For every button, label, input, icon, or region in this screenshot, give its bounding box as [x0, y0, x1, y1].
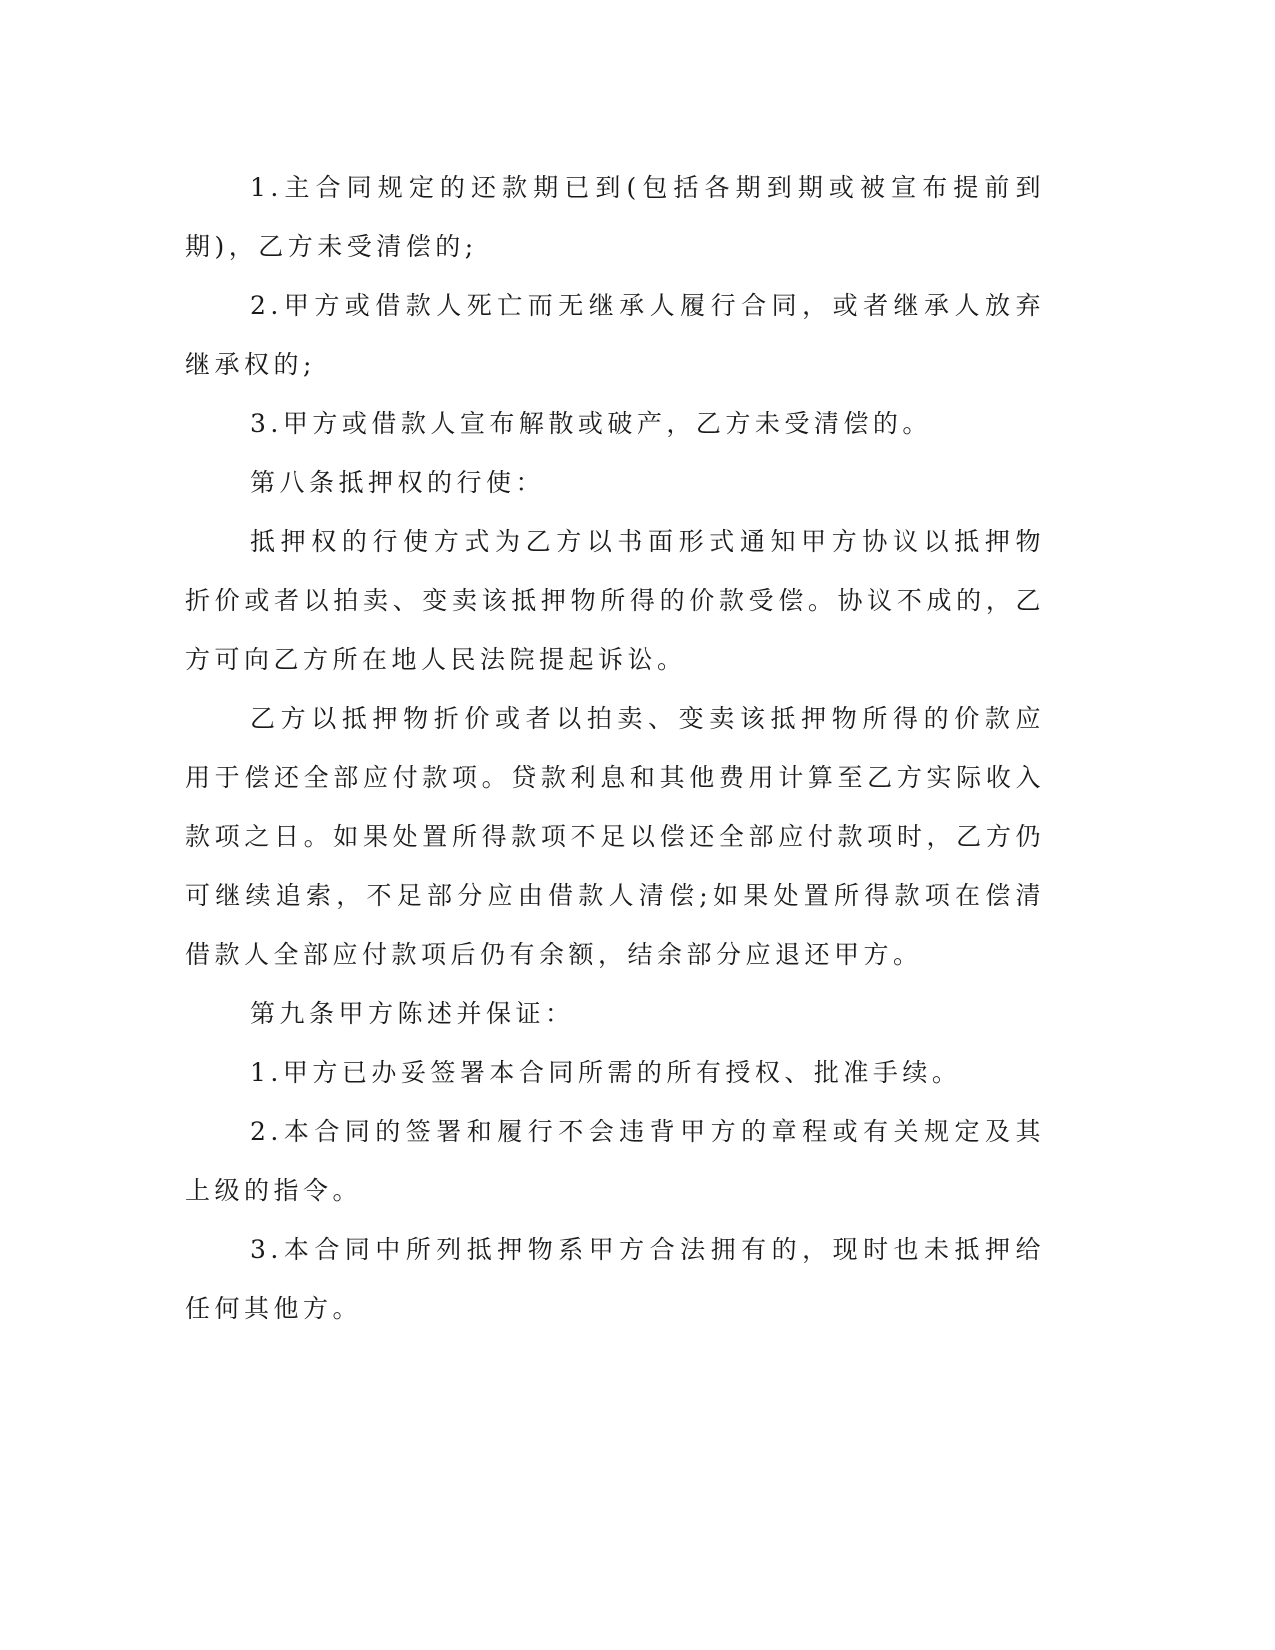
clause-item-2: 2.甲方或借款人死亡而无继承人履行合同，或者继承人放弃继承权的; [185, 291, 1045, 379]
article-8-paragraph-1: 抵押权的行使方式为乙方以书面形式通知甲方协议以抵押物折价或者以拍卖、变卖该抵押物所得的价款受偿。协议不成的，乙方可向乙方所在地人民法院提起诉讼。 [185, 527, 1045, 674]
article-8-paragraph-2: 乙方以抵押物折价或者以拍卖、变卖该抵押物所得的价款应用于偿还全部应付款项。贷款利息和其他费用计算至乙方实际收入款项之日。如果处置所得款项不足以偿还全部应付款项时，乙方仍可继续追索，不足部分应由借款人清偿;如果处置所得款项在偿清借款人全部应付款项后仍有余额，结余部分应退还甲方。 [185, 704, 1045, 969]
article-9-item-1: 1.甲方已办妥签署本合同所需的所有授权、批准手续。 [250, 1058, 962, 1087]
clause-item-1: 1.主合同规定的还款期已到(包括各期到期或被宣布提前到期)，乙方未受清偿的; [185, 173, 1045, 261]
article-9-item-2: 2.本合同的签署和履行不会违背甲方的章程或有关规定及其上级的指令。 [185, 1117, 1045, 1205]
document-body [185, 158, 1045, 1338]
clause-item-3: 3.甲方或借款人宣布解散或破产，乙方未受清偿的。 [250, 409, 932, 438]
article-8-heading: 第八条抵押权的行使： [250, 468, 546, 497]
article-9-item-3: 3.本合同中所列抵押物系甲方合法拥有的，现时也未抵押给任何其他方。 [185, 1235, 1045, 1323]
article-9-heading: 第九条甲方陈述并保证： [250, 999, 575, 1028]
